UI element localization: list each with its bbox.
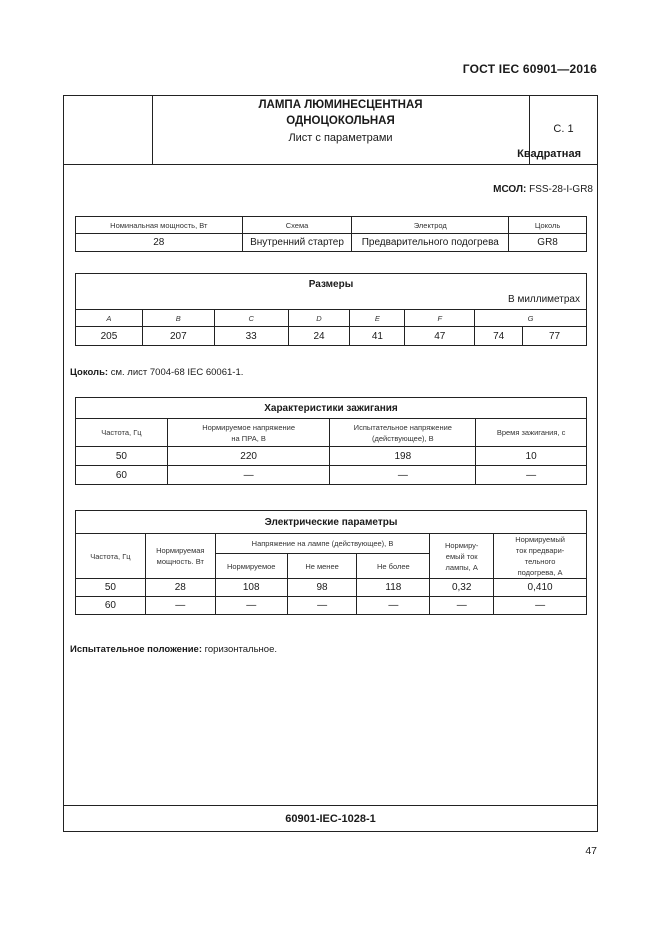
dimension-value: 207 [142, 327, 214, 346]
electrical-cell: 118 [357, 579, 430, 597]
ignition-title: Характеристики зажигания [76, 398, 587, 419]
general-value: 28 [76, 234, 243, 252]
dimension-value: 24 [288, 327, 350, 346]
electrical-cell: — [145, 597, 215, 615]
dimensions-unit: В миллиметрах [508, 294, 580, 305]
ignition-cell: 60 [76, 466, 168, 485]
general-table [75, 216, 587, 252]
dimension-header: D [288, 310, 350, 327]
dimension-value: 77 [523, 327, 587, 346]
ignition-cell: 50 [76, 447, 168, 466]
electrical-header-nominal: Нормируемое [215, 554, 287, 579]
ignition-table [75, 397, 587, 485]
cap-note-label: Цоколь: [70, 367, 109, 378]
page-number: 47 [585, 845, 597, 857]
sheet-number: С. 1 [553, 123, 574, 135]
electrical-cell: — [215, 597, 287, 615]
ignition-header: Испытательное напряжение (действующее), В [330, 419, 476, 447]
electrical-header-voltage: Напряжение на лампе (действующее), В [215, 534, 430, 554]
electrical-table [75, 510, 587, 615]
msol-designation [493, 184, 593, 195]
ignition-header: Нормируемое напряжение на ПРА, В [167, 419, 330, 447]
general-value: Внутренний стартер [242, 234, 352, 252]
general-header: Номинальная мощность, Вт [76, 217, 243, 234]
electrical-cell: 28 [145, 579, 215, 597]
footer-divider [63, 805, 598, 806]
electrical-header-preheat: Нормируемый ток предвари- тельного подогрева, А [494, 534, 587, 579]
title-line-2: ОДНОЦОКОЛЬНАЯ [286, 115, 395, 127]
msol-value: FSS-28-I-GR8 [529, 184, 593, 195]
electrical-header-max: Не более [357, 554, 430, 579]
general-value: Предварительного подогрева [352, 234, 509, 252]
ignition-header: Время зажигания, с [476, 419, 587, 447]
ignition-cell: — [330, 466, 476, 485]
electrical-cell: — [430, 597, 494, 615]
electrical-header-min: Не менее [287, 554, 357, 579]
dimension-value: 47 [405, 327, 475, 346]
dimensions-title-cell [76, 274, 587, 310]
msol-label: МСОЛ: [493, 184, 527, 195]
general-header: Электрод [352, 217, 509, 234]
test-position-label: Испытательное положение: [70, 644, 202, 655]
electrical-cell: 60 [76, 597, 146, 615]
dimension-header: G [475, 310, 587, 327]
electrical-cell: 98 [287, 579, 357, 597]
title-line-1: ЛАМПА ЛЮМИНЕСЦЕНТНАЯ [258, 99, 423, 111]
ignition-cell: 220 [167, 447, 330, 466]
shape-label: Квадратная [517, 148, 581, 160]
dimension-header: C [214, 310, 288, 327]
electrical-header-frequency: Частота, Гц [76, 534, 146, 579]
electrical-cell: — [494, 597, 587, 615]
ignition-header: Частота, Гц [76, 419, 168, 447]
general-value: GR8 [509, 234, 587, 252]
header-divider [63, 164, 598, 165]
dimension-value: 74 [475, 327, 523, 346]
standard-number: ГОСТ IEC 60901—2016 [462, 62, 597, 76]
electrical-cell: — [287, 597, 357, 615]
dimension-header: E [350, 310, 405, 327]
dimension-header: F [405, 310, 475, 327]
general-header: Схема [242, 217, 352, 234]
electrical-cell: 108 [215, 579, 287, 597]
dimension-value: 205 [76, 327, 143, 346]
ignition-cell: 198 [330, 447, 476, 466]
dimensions-title: Размеры [308, 279, 354, 290]
dimension-header: B [142, 310, 214, 327]
test-position-text: горизонтальное. [201, 644, 278, 655]
dimension-header: A [76, 310, 143, 327]
electrical-title: Электрические параметры [76, 511, 587, 534]
electrical-cell: — [357, 597, 430, 615]
electrical-cell: 0,410 [494, 579, 587, 597]
dimension-value: 33 [214, 327, 288, 346]
sheet-code: 60901-IEC-1028-1 [285, 813, 376, 825]
cap-note-text: см. лист 7004-68 IEC 60061-1. [108, 367, 244, 378]
test-position-note [70, 644, 277, 655]
ignition-cell: — [167, 466, 330, 485]
dimension-value: 41 [350, 327, 405, 346]
ignition-cell: — [476, 466, 587, 485]
subtitle: Лист с параметрами [288, 132, 393, 144]
general-header: Цоколь [509, 217, 587, 234]
cap-note [70, 367, 243, 378]
electrical-header-power: Нормируемая мощность. Вт [145, 534, 215, 579]
electrical-cell: 0,32 [430, 579, 494, 597]
dimensions-table [75, 273, 587, 346]
ignition-cell: 10 [476, 447, 587, 466]
electrical-header-current: Нормиру- емый ток лампы, А [430, 534, 494, 579]
electrical-cell: 50 [76, 579, 146, 597]
